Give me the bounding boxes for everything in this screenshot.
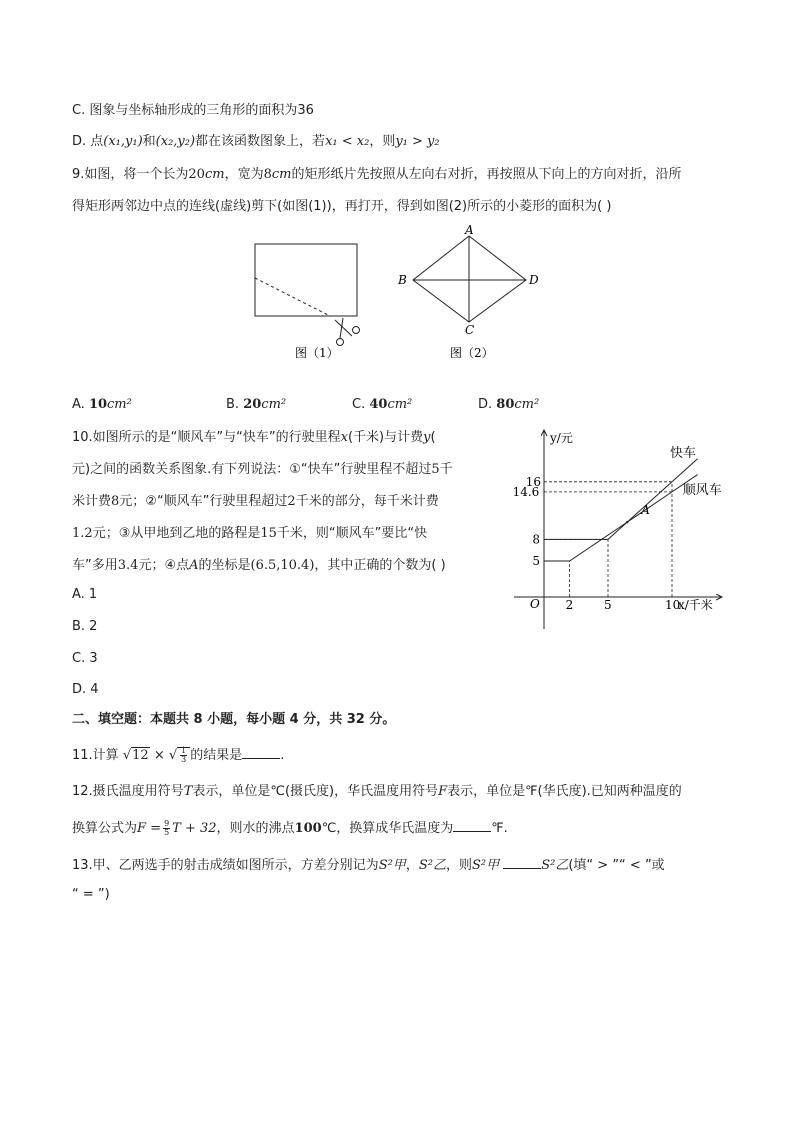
q8-d-then: ，则 [369,134,396,149]
q10-stem-line3 [72,493,439,511]
q12-boil: 100 [294,821,322,836]
q12-F: F [438,784,448,799]
q10-l3-n2: 2 [287,494,296,509]
x-tick-label-5: 5 [604,598,612,612]
q9-fig1-caption: 图（1） [295,346,339,360]
q10-l4-n2: 15 [260,526,277,541]
q10-l1-y: y [423,430,431,445]
q12-frac-num: 9 [164,819,170,828]
q13-s-jia-2: S²甲 [471,858,500,873]
q12-l1-c: 表示，单位是℉(华氏度).已知两种温度的 [447,784,682,799]
q10-l1-b: (千米)与计费 [347,430,424,445]
q9-option-d [478,397,539,412]
q10-option-d: D. 4 [72,682,99,697]
q12-l1-b: 表示，单位是℃(摄氏度)，华氏温度用符号 [192,784,439,799]
q9-opt-b-letter: B. [226,397,240,412]
q12-l2-b: ，则水的沸点 [216,821,295,836]
origin-label: O [530,597,540,611]
q10-stem-line4 [72,525,427,543]
q9-opt-d-value: 80 [496,397,515,412]
q8-d-point1: (x₁,y₁) [103,134,143,149]
q13-sep: ， [405,858,419,873]
q10-l3-a: 米计费 [72,494,112,509]
q13-line1 [72,855,665,875]
q9-figures [240,222,560,372]
q8-d-point2: (x₂,y₂) [155,134,196,149]
q10-option-c: C. 3 [72,651,98,666]
q9-label-c: C [465,323,475,337]
q10-l4-a: 元；③从甲地到乙地的路程是 [92,526,261,541]
y-tick-label-16: 16 [525,474,542,489]
q11-answer-blank[interactable] [242,745,280,759]
q9-opt-c-unit: cm² [387,397,413,412]
q10-l3-c: 千米的部分，每千米计费 [295,494,439,509]
q9-label-d: D [529,273,539,287]
q12-answer-blank[interactable] [453,818,491,832]
q10-l5-a: 车”多用 [72,558,118,573]
q9-figure1-rectangle [255,244,357,316]
q8-option-c: C. 图象与坐标轴形成的三角形的面积为36 [72,103,314,118]
q10-stem-line2 [72,461,453,479]
q9-label-a: A [465,223,474,237]
q9-stem-line1 [72,166,681,184]
y-axis-label: y/元 [550,431,573,445]
q9-option-c [352,397,412,412]
q9-unit: cm [204,167,225,182]
scissors-icon [335,318,360,346]
x-tick-label-2: 2 [565,598,574,612]
q11-suffix: 的结果是 [190,748,243,763]
q10-l1-x: x [340,430,348,445]
q9-option-a [72,397,132,412]
q9-length: 20 [188,167,205,182]
q13-s-jia: S²甲 [378,858,406,873]
q10-l2-a: 元)之间的函数关系图象.有下列说法：①“快车”行驶里程不超过 [72,462,432,477]
q13-s-yi: S²乙 [418,858,446,873]
q11-times: × [153,748,165,763]
q8-d-condition: x₁ < x₂ [325,134,370,149]
q11-frac-den: 3 [181,755,187,764]
q9-figure2-rhombus [413,236,526,322]
q8-d-and: 和 [142,134,156,149]
q11-sqrt-frac: √ $\frac{1}{3}$ [169,747,190,763]
q9-option-b [226,397,286,412]
q13-l1-b: ，则 [445,858,472,873]
q10-l2-n: 5 [431,462,440,477]
q9-text-b: ，宽为 [224,167,264,182]
y-tick-label-5: 5 [532,554,541,568]
series-label-kuaiche: 快车 [670,445,697,461]
q9-opt-b-value: 20 [243,397,262,412]
q12-line1 [72,783,682,801]
q10-l5-b: 元；④点 [138,558,190,573]
q12-frac-den: 5 [164,828,170,837]
q13-l1-c: (填“ > ”“ < ”或 [568,858,665,873]
q10-l1-c: ( [430,430,436,445]
y-tick-label-8: 8 [532,532,541,547]
q10-l5-coord: (6.5,10.4) [250,558,315,573]
q8-option-d [72,133,440,151]
q10-option-b: B. 2 [72,619,98,634]
x-axis-label: x/千米 [678,598,713,612]
q9-label-b: B [398,273,407,287]
q10-l5-c: 的坐标是 [198,558,251,573]
q10-chart [500,424,730,634]
q8-d-result: y₁ > y₂ [395,134,440,149]
q9-cut-line [255,278,330,316]
q9-width: 8 [263,167,272,182]
q9-opt-a-unit: cm² [107,397,132,412]
q10-l4-n: 1.2 [72,526,93,541]
q11-end: . [280,748,285,763]
q12-l2-a: 换算公式为 [72,821,138,836]
q12-l2-c: ℃，换算成华氏温度为 [321,821,454,836]
q10-l1-a: 10.如图所示的是“顺风车”与“快车”的行驶里程 [72,430,341,445]
q12-formula-lhs: F = [137,821,162,836]
q11-prefix: 11.计算 [72,748,119,763]
q12-T: T [183,784,193,799]
q11-sqrt12: √12 [122,748,149,763]
series-line-shunfengche [544,475,698,561]
q9-opt-d-unit: cm² [514,397,540,412]
q10-l5-n: 3.4 [117,558,139,573]
q9-opt-d-letter: D. [478,397,493,412]
q9-opt-a-value: 10 [88,397,108,412]
series-label-shunfengche: 顺风车 [682,482,722,498]
q11-frac-num: 1 [181,746,187,755]
q9-text-a: 9.如图，将一个长为 [72,167,189,182]
q10-l2-b: 千 [439,462,453,477]
series-line-kuaiche [544,459,698,540]
q13-s-yi-2: S²乙 [541,858,569,873]
q13-l1-a: 13.甲、乙两选手的射击成绩如图所示，方差分别记为 [72,858,379,873]
point-a-marker [626,521,628,523]
q9-opt-a-letter: A. [72,397,85,412]
q10-l5-A: A [189,558,199,573]
q10-l4-b: 千米，则“顺风车”要比“快 [276,526,428,541]
q12-l2-d: ℉. [491,821,508,836]
point-a-label: A [641,503,650,518]
q9-fig2-caption: 图（2） [450,346,494,360]
q12-line2 [72,818,508,838]
q12-l1-a: 12.摄氏温度用符号 [72,784,184,799]
q9-stem-line2: 得矩形两邻边中点的连线(虚线)剪下(如图(1))，再打开，得到如图(2)所示的小菱形的面积为( ) [72,199,612,214]
q9-opt-c-letter: C. [352,397,366,412]
y-tick-label-14-6: 14.6 [512,484,540,499]
q8-d-prefix: D. 点 [72,134,104,149]
q9-unit2: cm [271,167,292,182]
section2-heading: 二、填空题：本题共 8 小题，每小题 4 分，共 32 分。 [72,712,396,727]
q9-opt-b-unit: cm² [261,397,287,412]
q10-l3-b: 元；②“顺风车”行驶里程超过 [119,494,288,509]
q10-stem-line1 [72,429,436,447]
q13-line2: “ = ”) [72,887,110,902]
q11 [72,745,284,765]
q10-l5-d: ，其中正确的个数为( ) [314,558,446,573]
q13-answer-blank[interactable] [503,855,541,869]
q9-opt-c-value: 40 [369,397,388,412]
q8-d-mid: 都在该函数图象上，若 [195,134,326,149]
q10-stem-line5 [72,557,446,575]
q10-l3-n: 8 [111,494,120,509]
q11-sqrt-arg: 12 [132,748,149,763]
q10-option-a: A. 1 [72,587,98,602]
q9-text-c: 的矩形纸片先按照从左向右对折，再按照从下向上的方向对折，沿所 [291,167,682,182]
q12-formula-rhs: T + 32 [172,821,217,836]
x-tick-label-10: 10 [665,598,681,612]
